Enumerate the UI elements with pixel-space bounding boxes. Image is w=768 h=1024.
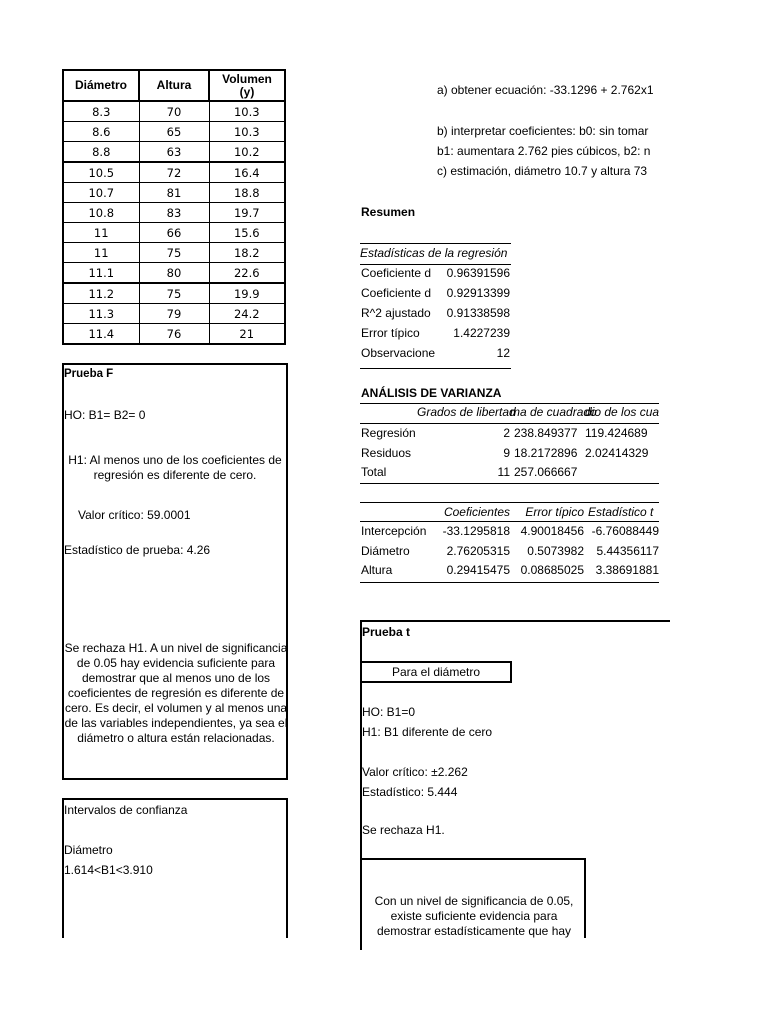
stats-value: 12 [496, 346, 510, 360]
cell-diametro: 10.7 [63, 183, 139, 203]
cell-altura: 75 [139, 243, 209, 263]
stats-value: 1.4227239 [453, 326, 510, 340]
cell-diametro: 8.3 [63, 101, 139, 122]
stats-label: R^2 ajustado [361, 306, 431, 320]
anova-row-label: Residuos [361, 445, 412, 460]
table-row [63, 142, 285, 163]
prueba-f-title: Prueba F [64, 368, 114, 380]
coef-cell: -6.76088449 [591, 524, 659, 538]
cell-altura: 63 [139, 142, 209, 163]
coef-row-label: Diámetro [361, 543, 410, 558]
table-row [63, 122, 285, 142]
intervalos-box [62, 798, 288, 938]
cell-volumen: 10.3 [209, 122, 285, 142]
intervalos-label: Diámetro [64, 843, 113, 857]
cell-volumen: 21 [209, 324, 285, 345]
anova-cell: 2.02414329 [585, 445, 649, 460]
cell-volumen: 18.2 [209, 243, 285, 263]
cell-altura: 83 [139, 203, 209, 223]
table-row [63, 162, 285, 183]
note-b1: b1: aumentara 2.762 pies cúbicos, b2: n [437, 144, 651, 158]
note-c: c) estimación, diámetro 10.7 y altura 73 [437, 164, 648, 178]
coef-cell: 3.38691881 [595, 563, 659, 577]
cell-volumen: 19.9 [209, 283, 285, 304]
table-row [63, 283, 285, 304]
prueba-f-conclusion: Se rechaza H1. A un nivel de significancia de 0.05 hay evidencia suficiente para demostrar que al menos uno de los coeficientes de regresión es diferente de cero. Es decir, el volumen y al menos una de las variables independientes, ya sea el diámetro o altura están relacionadas. [64, 641, 288, 745]
cell-altura: 79 [139, 304, 209, 324]
anova-cell: 18.2172896 [514, 445, 578, 460]
coef-header-coef: Coeficientes [443, 505, 510, 519]
table-row [63, 223, 285, 243]
cell-volumen: 18.8 [209, 183, 285, 203]
coef-cell: 4.90018456 [520, 524, 584, 538]
cell-diametro: 8.6 [63, 122, 139, 142]
cell-altura: 76 [139, 324, 209, 345]
cell-volumen: 15.6 [209, 223, 285, 243]
cell-diametro: 8.8 [63, 142, 139, 163]
stats-label: Error típico [361, 326, 420, 340]
anova-rule-top [360, 403, 659, 404]
cell-diametro: 10.5 [63, 162, 139, 183]
note-a: a) obtener ecuación: -33.1296 + 2.762x1 [437, 83, 654, 97]
prueba-f-h1: H1: Al menos uno de los coeficientes de regresión es diferente de cero. [68, 453, 282, 482]
cell-altura: 81 [139, 183, 209, 203]
stats-value: 0.91338598 [446, 306, 510, 320]
cell-diametro: 11.1 [63, 263, 139, 284]
cell-volumen: 10.2 [209, 142, 285, 163]
table-row [63, 183, 285, 203]
prueba-f-estadistico: Estadístico de prueba: 4.26 [64, 543, 211, 557]
para-diametro-label: Para el diámetro [391, 665, 481, 679]
table-row [63, 324, 285, 345]
conclusion-t-box [360, 858, 586, 938]
note-b: b) interpretar coeficientes: b0: sin tomar [437, 124, 649, 138]
prueba-t-critico: Valor crítico: ±2.262 [362, 765, 468, 779]
prueba-t-box [360, 620, 670, 950]
coef-cell: 0.08685025 [520, 563, 584, 577]
resumen-title: Resumen [361, 205, 416, 219]
cell-diametro: 11 [63, 223, 139, 243]
table-row [63, 101, 285, 122]
table-row [63, 243, 285, 263]
stats-rule-top [360, 243, 511, 244]
prueba-f-h0: HO: B1= B2= 0 [64, 408, 146, 422]
prueba-t-conclusion: Con un nivel de significancia de 0.05, existe suficiente evidencia para demostrar estadísticamente que hay [374, 894, 574, 938]
data-table-header [63, 70, 285, 101]
cell-altura: 66 [139, 223, 209, 243]
header-volumen: Volumen (y) [209, 70, 285, 101]
cell-altura: 80 [139, 263, 209, 284]
prueba-t-h1: H1: B1 diferente de cero [362, 725, 493, 739]
anova-row-label: Regresión [361, 426, 416, 440]
intervalos-value: 1.614<B1<3.910 [64, 863, 153, 877]
table-row [63, 263, 285, 284]
prueba-t-title: Prueba t [362, 625, 411, 639]
stats-rule-bottom [360, 368, 511, 369]
stats-label: Observacione [361, 346, 436, 360]
anova-header-sc: ma de cuadrado [510, 405, 597, 419]
coef-cell: -33.1295818 [442, 524, 510, 538]
stats-value: 0.96391596 [446, 266, 510, 280]
cell-altura: 75 [139, 283, 209, 304]
anova-title: ANÁLISIS DE VARIANZA [361, 386, 502, 400]
prueba-t-decision: Se rechaza H1. [362, 823, 445, 837]
header-altura: Altura [139, 70, 209, 101]
coef-row-label: Altura [361, 563, 393, 577]
anova-rule-bottom [360, 483, 659, 484]
coef-header-error: Error típico [525, 505, 584, 519]
prueba-t-estadistico: Estadístico: 5.444 [362, 785, 458, 799]
cell-diametro: 11.2 [63, 283, 139, 304]
cell-altura: 65 [139, 122, 209, 142]
stats-label: Coeficiente d [361, 266, 432, 280]
cell-volumen: 10.3 [209, 101, 285, 122]
coef-header-t: Estadístico t [588, 505, 654, 519]
cell-diametro: 11 [63, 243, 139, 263]
cell-volumen: 16.4 [209, 162, 285, 183]
para-diametro-box [360, 661, 512, 683]
coef-rule-bottom [360, 582, 659, 583]
data-table [62, 69, 286, 345]
stats-value: 0.92913399 [446, 286, 510, 300]
coef-cell: 2.76205315 [446, 543, 510, 558]
prueba-f-critico: Valor crítico: 59.0001 [78, 508, 191, 522]
anova-cell: 11 [497, 465, 510, 479]
anova-cell: 9 [503, 445, 510, 460]
stats-label: Coeficiente d [361, 286, 432, 300]
cell-diametro: 11.4 [63, 324, 139, 345]
coef-cell: 0.29415475 [446, 563, 510, 577]
stats-header: Estadísticas de la regresión [360, 246, 508, 260]
cell-altura: 70 [139, 101, 209, 122]
cell-altura: 72 [139, 162, 209, 183]
anova-rule-mid [360, 423, 659, 424]
header-diametro: Diámetro [63, 70, 139, 101]
cell-volumen: 24.2 [209, 304, 285, 324]
cell-volumen: 22.6 [209, 263, 285, 284]
prueba-t-h0: HO: B1=0 [362, 705, 416, 719]
anova-cell: 257.066667 [514, 465, 578, 479]
table-row [63, 304, 285, 324]
coef-cell: 0.5073982 [527, 543, 584, 558]
cell-volumen: 19.7 [209, 203, 285, 223]
anova-header-gl: Grados de libertad [417, 405, 516, 419]
coef-row-label: Intercepción [361, 524, 427, 538]
intervalos-title: Intervalos de confianza [64, 803, 188, 817]
cell-diametro: 11.3 [63, 304, 139, 324]
anova-row-label: Total [361, 465, 387, 479]
prueba-f-box [62, 363, 288, 780]
anova-cell: 238.849377 [514, 426, 578, 440]
anova-cell: 119.424689 [585, 426, 648, 440]
cell-diametro: 10.8 [63, 203, 139, 223]
anova-header-pc: dio de los cua [585, 405, 660, 419]
stats-rule-mid [360, 264, 511, 265]
coef-rule-mid [360, 521, 659, 522]
table-row [63, 203, 285, 223]
coef-cell: 5.44356117 [596, 543, 659, 558]
coef-rule-top [360, 502, 659, 503]
anova-cell: 2 [503, 426, 510, 440]
